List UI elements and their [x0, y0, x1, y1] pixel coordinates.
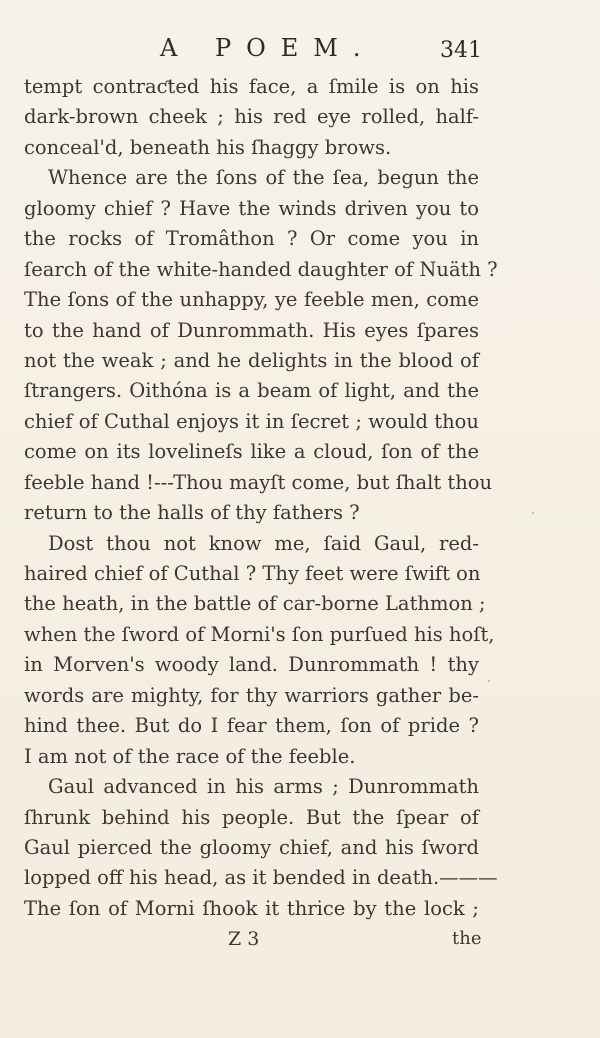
text-line: ſearch of the white-handed daughter of Nuäth ?	[24, 257, 498, 281]
text-line: return to the halls of thy fathers ?	[24, 501, 360, 525]
text-line: not the weak ; and he delights in the blood of	[24, 348, 479, 372]
text-line: lopped off his head, as it bended in death.———	[24, 866, 498, 890]
text-line: feeble hand !---Thou mayſt come, but ſhalt thou	[24, 470, 493, 494]
text-line: in Morven's woody land. Dunrommath ! thy	[24, 653, 479, 677]
text-line: words are mighty, for thy warriors gather be-	[24, 683, 479, 707]
signature-mark: Z 3	[228, 928, 260, 950]
text-line: ſtrangers. Oithóna is a beam of light, and the	[24, 379, 479, 403]
text-line: The ſon of Morni ſhook it thrice by the lock ;	[24, 896, 479, 920]
text-line: the rocks of Tromâthon ? Or come you in	[24, 227, 479, 251]
text-line: hind thee. But do I fear them, ſon of pride ?	[24, 714, 479, 738]
catchword: the	[452, 928, 482, 949]
text-line: haired chief of Cuthal ? Thy feet were ſwift on	[24, 562, 481, 585]
text-line: The ſons of the unhappy, ye feeble men, come	[24, 288, 479, 312]
text-line: ſhrunk behind his people. But the ſpear of	[24, 805, 479, 829]
paper-speck	[532, 512, 534, 514]
text-line: chief of Cuthal enjoys it in ſecret ; would thou	[24, 409, 479, 433]
text-line: gloomy chief ? Have the winds driven you to	[24, 196, 479, 220]
paragraph-start-line: Whence are the ſons of the ſea, begun the	[48, 166, 479, 190]
text-line: to the hand of Dunrommath. His eyes ſpares	[24, 318, 479, 342]
text-line: when the ſword of Morni's ſon purſued his hoſt,	[24, 622, 495, 646]
text-line: dark-brown cheek ; his red eye rolled, half-	[24, 105, 479, 129]
text-line: tempt contraƈted his face, a ſmile is on his	[24, 75, 479, 98]
paragraph-start-line: Gaul advanced in his arms ; Dunrommath	[48, 775, 479, 799]
paragraph-start-line: Dost thou not know me, ſaid Gaul, red-	[48, 531, 479, 555]
running-title: A POEM.	[160, 34, 376, 62]
page-number: 341	[440, 38, 482, 63]
body-text	[24, 72, 498, 924]
page-footer	[0, 928, 600, 958]
text-line: come on its lovelineſs like a cloud, ſon of the	[24, 440, 479, 464]
running-head	[0, 34, 600, 66]
text-line: the heath, in the battle of car-borne Lathmon ;	[24, 592, 486, 616]
text-line: conceal'd, beneath his ſhaggy brows.	[24, 135, 392, 159]
text-line: Gaul pierced the gloomy chief, and his ſword	[24, 835, 479, 859]
text-line: I am not of the race of the feeble.	[24, 744, 356, 768]
paper-speck	[488, 680, 490, 682]
